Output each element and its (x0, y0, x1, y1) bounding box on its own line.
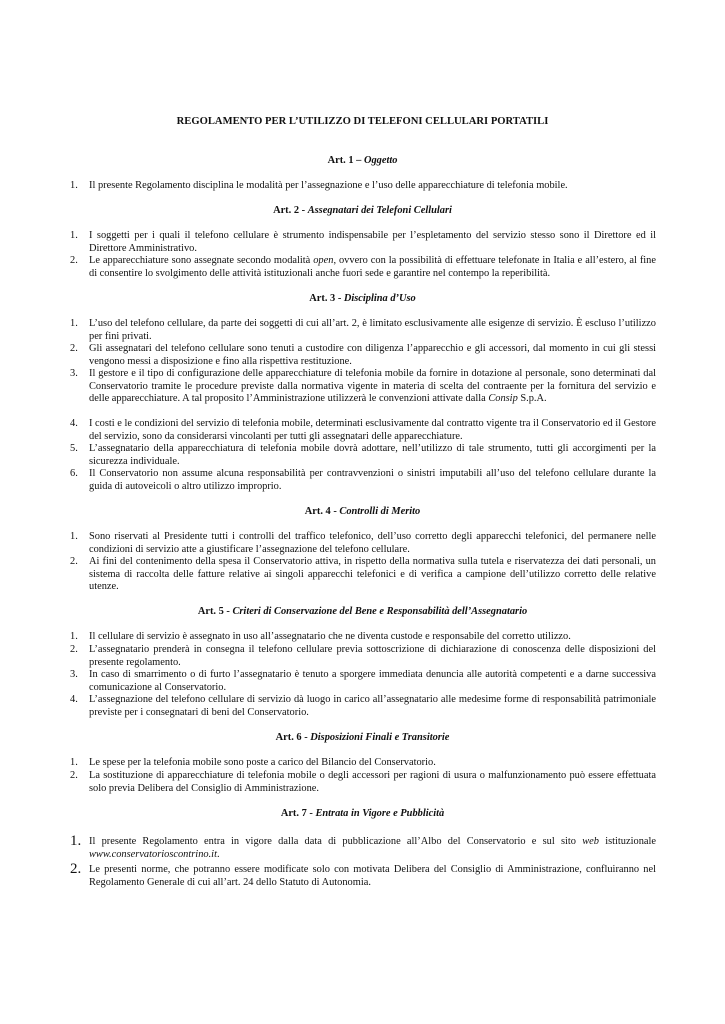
article-label: Art. 5 - (197, 606, 233, 617)
article-4-item-1 (70, 531, 656, 556)
item-text: Il gestore e il tipo di configurazione delle apparecchiature di telefonia mobile da fornire in dotazione al personale, sono determinati dal Conservatorio tramite le procedure previste dalla normativa vigente in materia di scelta del contraente per la fornitura del servizio e delle apparecchiature. A tal proposito l’Amministrazione utilizzerà le convenzioni attivate dalla Consip S.p.A. (89, 368, 656, 405)
item-text: L’uso del telefono cellulare, da parte dei soggetti di cui all’art. 2, è limitato esclusivamente alle esigenze di servizio. È escluso l’utilizzo per fini privati. (89, 318, 656, 342)
item-number: 2. (70, 770, 78, 781)
item-text: L’assegnazione del telefono cellulare di servizio dà luogo in carico all’assegnatario alle medesime forme di responsabilità patrimoniale previste per i consegnatari di beni del Conservatorio. (89, 694, 656, 718)
item-text: L’assegnatario prenderà in consegna il telefono cellulare previa sottoscrizione di dichiarazione di conoscenza delle disposizioni del presente regolamento. (89, 644, 656, 668)
item-text: La sostituzione di apparecchiature di telefonia mobile o degli accessori per ragioni di usura o malfunzionamento può essere effettuata solo previa Delibera del Consiglio di Amministrazione. (89, 770, 656, 794)
article-5-item-1 (70, 631, 656, 644)
item-number: 1. (70, 833, 82, 849)
item-number: 2. (70, 861, 82, 877)
article-title: Entrata in Vigore e Pubblicità (315, 808, 445, 819)
article-3-item-2 (70, 343, 656, 368)
item-text: In caso di smarrimento o di furto l’assegnatario è tenuto a sporgere immediata denuncia alle autorità competenti e a darne successiva comunicazione al Conservatorio. (89, 669, 656, 693)
item-text: Il presente Regolamento entra in vigore dalla data di pubblicazione all’Albo del Conservatorio e sul sito web istituzionale www.conservatorioscontrino.it. (89, 836, 656, 860)
item-number: 4. (70, 418, 78, 429)
article-title: Oggetto (363, 155, 398, 166)
document-title: REGOLAMENTO PER L’UTILIZZO DI TELEFONI CELLULARI PORTATILI (176, 116, 549, 127)
website-link[interactable]: www.conservatorioscontrino.it (89, 848, 217, 860)
article-label: Art. 3 - (309, 293, 344, 304)
item-text: Il cellulare di servizio è assegnato in uso all’assegnatario che ne diventa custode e responsabile del corretto utilizzo. (89, 631, 571, 642)
item-text: I soggetti per i quali il telefono cellulare è strumento indispensabile per l’espletamento del servizio stesso sono il Direttore ed il Direttore Amministrativo. (89, 230, 656, 254)
article-title: Controlli di Merito (339, 506, 421, 517)
article-label: Art. 7 - (280, 808, 316, 819)
article-title: Assegnatari dei Telefoni Cellulari (307, 205, 452, 216)
article-label: Art. 1 – (327, 155, 364, 166)
article-1-heading (0, 155, 725, 168)
article-4-item-2 (70, 556, 656, 594)
article-3-item-4 (70, 418, 656, 443)
item-number: 3. (70, 669, 78, 680)
item-number: 1. (70, 631, 78, 642)
article-1-item-1 (70, 180, 656, 193)
article-3-item-1 (70, 318, 656, 343)
item-text: L’assegnatario della apparecchiatura di telefonia mobile dovrà adottare, nell’utilizzo di tale strumento, tutti gli accorgimenti per la sicurezza individuale. (89, 443, 656, 467)
article-7-heading (0, 808, 725, 821)
article-5-item-2 (70, 644, 656, 669)
article-6-heading (0, 732, 725, 745)
article-3-item-3 (70, 368, 656, 406)
item-text: Le presenti norme, che potranno essere modificate solo con motivata Delibera del Consiglio di Amministrazione, confluiranno nel Regolamento Generale di cui all’art. 24 dello Statuto di Autonomia. (89, 864, 656, 888)
item-text: Le apparecchiature sono assegnate secondo modalità open, ovvero con la possibilità di effettuare telefonate in Italia e all’estero, al fine di consentire lo svolgimento delle attività istituzionali anche fuori sede e garantire nel contempo la reperibilità. (89, 255, 656, 279)
item-text: Le spese per la telefonia mobile sono poste a carico del Bilancio del Conservatorio. (89, 757, 436, 768)
item-number: 5. (70, 443, 78, 454)
article-7-item-1 (70, 833, 656, 861)
item-number: 1. (70, 757, 78, 768)
article-5-item-3 (70, 669, 656, 694)
item-text: Ai fini del contenimento della spesa il Conservatorio attiva, in rispetto della normativa sulla tutela e riservatezza dei dati personali, un sistema di raccolta delle fatture relative ai singoli apparecchi telefonici e di verifica a campione dell’utilizzo corretto delle relative utenze. (89, 556, 656, 593)
article-2-heading (0, 205, 725, 218)
article-2-item-2 (70, 255, 656, 280)
article-label: Art. 6 - (275, 732, 311, 743)
item-number: 2. (70, 556, 78, 567)
article-title: Criteri di Conservazione del Bene e Responsabilità dell’Assegnatario (232, 606, 528, 617)
article-5-heading (0, 606, 725, 619)
item-number: 2. (70, 343, 78, 354)
article-3-item-5 (70, 443, 656, 468)
article-title: Disposizioni Finali e Transitorie (310, 732, 450, 743)
article-3-item-6 (70, 468, 656, 493)
article-label: Art. 2 - (273, 205, 308, 216)
item-number: 1. (70, 230, 78, 241)
article-4-heading (0, 506, 725, 519)
item-number: 2. (70, 255, 78, 266)
item-text: I costi e le condizioni del servizio di telefonia mobile, determinati esclusivamente dal contratto vigente tra il Conservatorio ed il Gestore del servizio, sono da considerarsi vincolanti per tutti gli assegnatari delle apparecchiature. (89, 418, 656, 442)
item-number: 1. (70, 531, 78, 542)
item-text: Gli assegnatari del telefono cellulare sono tenuti a custodire con diligenza l’apparecchio e gli accessori, dal momento in cui gli stessi vengono messi a disposizione e fino alla rispettiva restituzione. (89, 343, 656, 367)
article-6-item-1 (70, 757, 656, 770)
article-7-item-2 (70, 861, 656, 889)
item-number: 6. (70, 468, 78, 479)
article-2-item-1 (70, 230, 656, 255)
article-5-item-4 (70, 694, 656, 719)
article-3-heading (0, 293, 725, 306)
item-number: 4. (70, 694, 78, 705)
item-text: Sono riservati al Presidente tutti i controlli del traffico telefonico, dell’uso corretto degli apparecchi telefonici, del permanere nelle condizioni di servizio atte a giustificare l’assegnazione del telefono cellulare. (89, 531, 656, 555)
item-text: Il Conservatorio non assume alcuna responsabilità per contravvenzioni o sinistri imputabili all’uso del telefono cellulare durante la guida di autoveicoli o altro utilizzo improprio. (89, 468, 656, 492)
item-number: 3. (70, 368, 78, 379)
article-title: Disciplina d’Uso (343, 293, 416, 304)
article-label: Art. 4 - (304, 506, 340, 517)
item-text: Il presente Regolamento disciplina le modalità per l’assegnazione e l’uso delle apparecchiature di telefonia mobile. (89, 180, 568, 191)
item-number: 1. (70, 318, 78, 329)
item-number: 1. (70, 180, 78, 191)
article-6-item-2 (70, 770, 656, 795)
item-number: 2. (70, 644, 78, 655)
